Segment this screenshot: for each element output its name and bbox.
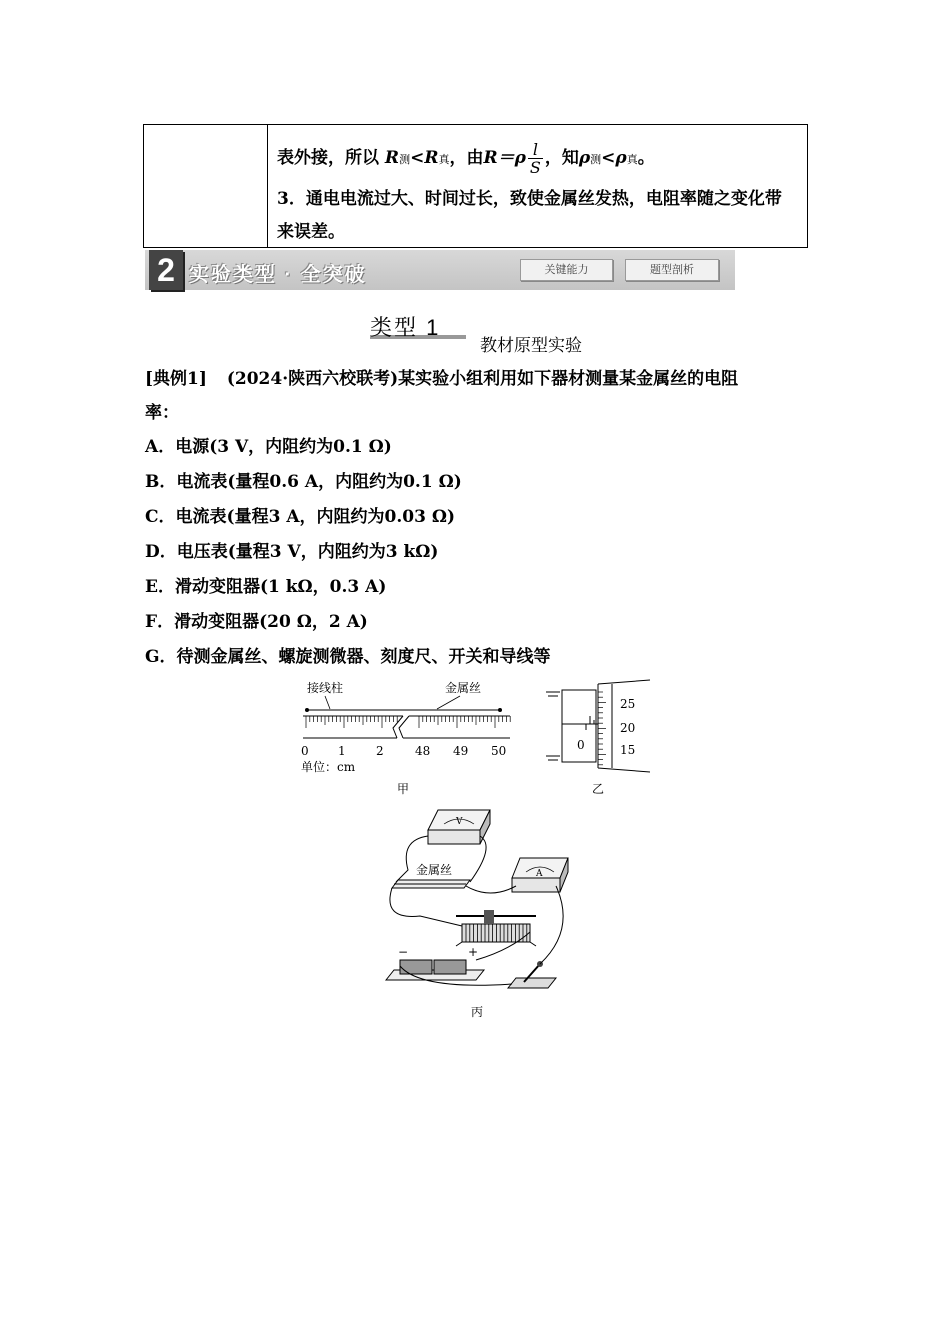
ruler-figure [295,676,520,776]
wire-pointer [437,696,460,709]
section-banner [145,250,735,290]
period: 。 [637,148,655,168]
by-text: ，由 [449,148,484,168]
caption-yi: 乙 [592,782,605,796]
ruler-label-wire [445,680,481,695]
type-subtitle: 教材原型实验 [480,336,582,355]
method-table [143,124,808,248]
rho-symbol: ρ [578,148,591,168]
tick-label: 1 [338,744,346,758]
sub-true: 真 [438,153,450,166]
ruler-tick-labels [301,744,506,758]
sub-measured: 测 [590,153,602,166]
formula-fraction [528,141,543,176]
r-symbol: R [424,148,439,168]
tick-label: 49 [453,744,469,758]
ruler-unit [301,760,356,774]
svg-text:金属丝: 金属丝 [445,681,482,695]
tick-label: 0 [301,744,309,758]
lt-sign: < [601,148,616,168]
row1-text: 表外接，所以 [277,148,379,168]
tick-label: 50 [491,744,507,758]
type-heading [370,311,466,339]
sub-true: 真 [626,153,638,166]
rheostat [456,910,536,946]
battery-holder [386,945,484,980]
thimble-labels [620,697,635,757]
option-b: B．电流表(量程0.6 A，内阻约为0.1 Ω) [145,472,462,492]
example-source: (2024·陕西六校联考) [226,369,399,389]
example-text: 某实验小组利用如下器材测量某金属丝的电阻 [398,369,739,389]
terminal-dot-right [498,708,502,712]
sub-measured: 测 [399,153,411,166]
svg-text:接线柱: 接线柱 [307,681,344,695]
switch [508,961,556,988]
formula-lhs: R＝ρ [483,148,526,168]
question-analysis-button[interactable]: 题型剖析 [625,259,719,281]
thimble-label: 25 [620,697,636,711]
key-ability-button[interactable]: 关键能力 [520,259,613,281]
know-text: ，知 [544,148,579,168]
battery-minus: − [398,945,409,959]
ammeter-symbol: A [536,869,543,879]
ruler-ticks-left [306,716,397,728]
caption-bing: 丙 [471,1005,484,1019]
fraction-numerator: l [528,141,543,159]
svg-text:0: 0 [577,738,585,752]
ruler-label-terminal [307,680,343,695]
section-number: 2 [149,250,183,290]
ammeter [512,858,568,892]
section-title: 实验类型 · 全突破 [189,264,367,286]
tick-label: 48 [415,744,431,758]
table-right-cell [277,125,791,247]
thimble-label: 20 [620,721,636,735]
type-title: 类型 1 [370,315,441,340]
fraction-denominator: S [529,158,541,177]
option-c: C．电流表(量程3 A，内阻约为0.03 Ω) [145,507,456,527]
battery-plus: + [468,945,479,959]
table-row-2: 3．通电电流过大、时间过长，致使金属丝发热，电阻率随之变化带来误差。 [277,189,782,242]
thimble-label: 15 [620,743,636,757]
caption-jia: 甲 [397,782,410,796]
table-left-cell [144,125,268,247]
sleeve-zero-label [577,738,585,752]
voltmeter-symbol: V [456,817,463,827]
terminal-pointer [325,696,330,709]
option-g: G．待测金属丝、螺旋测微器、刻度尺、开关和导线等 [145,647,551,667]
example-line-1 [145,364,738,389]
ruler-break [393,716,409,738]
option-d: D．电压表(量程3 V，内阻约为3 kΩ) [145,542,439,562]
option-f: F．滑动变阻器(20 Ω，2 A) [145,612,368,632]
r-symbol: R [384,148,400,168]
circuit-figure [380,800,580,998]
tick-label: 2 [376,744,384,758]
example-line-2: 率： [145,403,179,423]
thimble-ticks [598,692,606,765]
wire-label: 金属丝 [416,863,453,877]
micrometer-figure [540,676,655,776]
rho-symbol: ρ [615,148,627,168]
svg-text:单位：cm: 单位：cm [301,760,356,774]
ruler-ticks-right [419,716,510,728]
option-e: E．滑动变阻器(1 kΩ，0.3 A) [145,577,387,597]
lt-sign: < [410,148,425,168]
table-row-1 [277,141,655,176]
example-label: [典例1] [145,369,207,389]
terminal-dot-left [305,708,309,712]
voltmeter [428,810,490,844]
option-a: A．电源(3 V，内阻约为0.1 Ω) [145,437,392,457]
